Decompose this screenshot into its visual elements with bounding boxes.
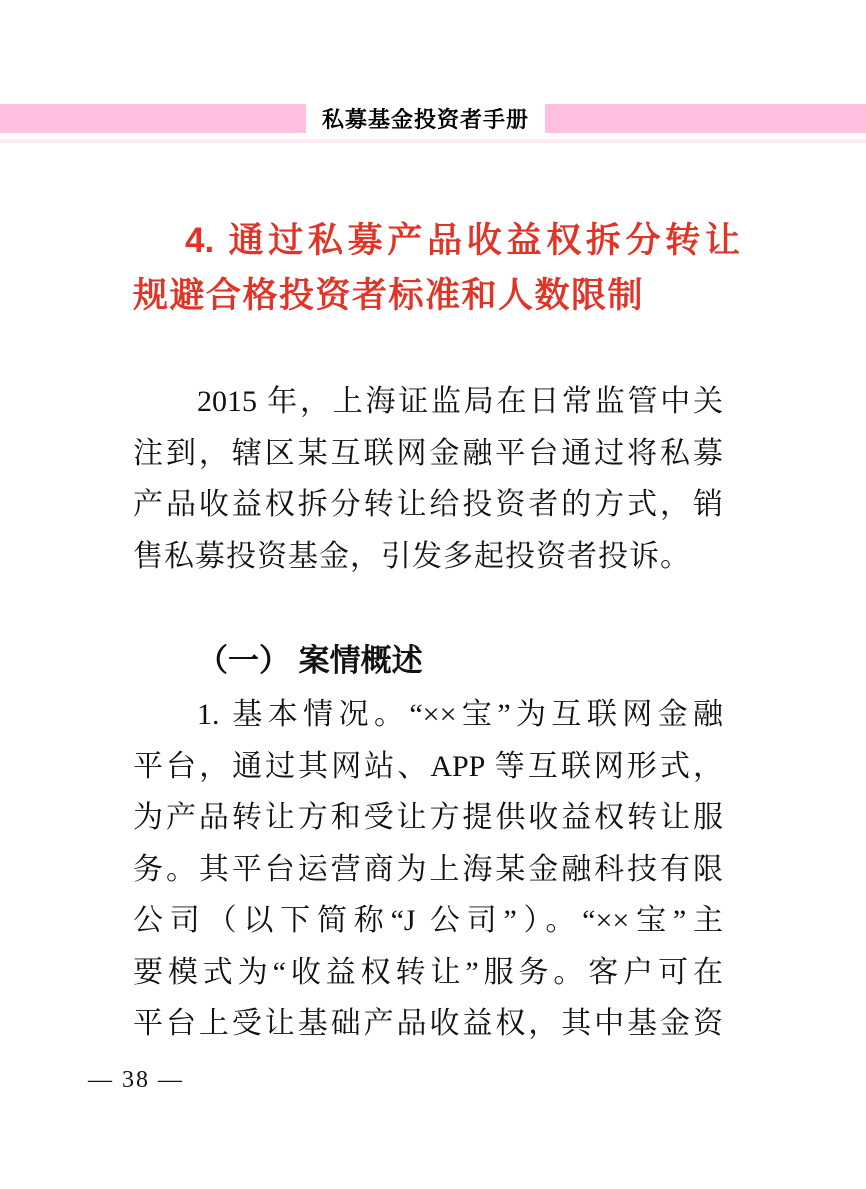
body-line: 公司（以下简称“J 公司”）。“××宝”主 [133,904,723,937]
body-line: 平台，通过其网站、APP 等互联网形式， [133,749,723,783]
paragraph-2 [133,689,723,1050]
running-head-title: 私募基金投资者手册 [321,107,529,132]
body-line: 产品收益权拆分转让给投资者的方式，销 [133,488,723,521]
body-line: 要模式为“收益权转让”服务。客户可在 [133,955,723,989]
body-line: 为产品转让方和受让方提供收益权转让服 [133,801,723,834]
header-pink-band-left [0,104,306,133]
chapter-title-line-2: 规避合格投资者标准和人数限制 [133,276,645,315]
header-pink-band-right [545,104,866,133]
section-heading: （一） 案情概述 [197,643,423,678]
page-number: — 38 — [88,1067,184,1093]
paragraph-1 [133,376,723,582]
header-faint-rule [0,139,866,143]
body-line: 2015 年，上海证监局在日常监管中关 [197,385,723,418]
body-line: 1. 基本情况。“××宝”为互联网金融 [197,698,723,731]
chapter-title-line-1: 4. 通过私募产品收益权拆分转让 [185,221,740,260]
body-line: 注到，辖区某互联网金融平台通过将私募 [133,436,723,470]
body-line: 平台上受让基础产品收益权，其中基金资 [133,1007,723,1040]
body-line: 售私募投资基金，引发多起投资者投诉。 [133,539,691,573]
body-line: 务。其平台运营商为上海某金融科技有限 [133,852,723,886]
chapter-title [133,213,740,323]
